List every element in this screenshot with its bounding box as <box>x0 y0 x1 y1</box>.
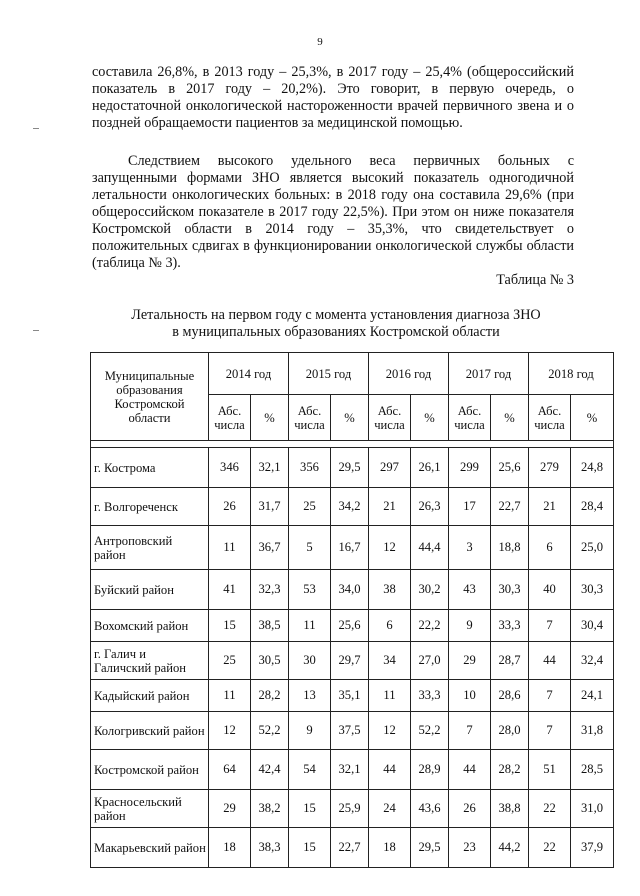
municipality-name: Антроповский район <box>91 526 209 570</box>
abs-value-cell: 11 <box>369 680 411 712</box>
abs-value-cell: 7 <box>529 610 571 642</box>
abs-value-cell: 11 <box>209 526 251 570</box>
table-row <box>91 488 614 526</box>
municipality-name: г. Кострома <box>91 448 209 488</box>
percent-value-cell: 37,5 <box>331 712 369 750</box>
abs-value-cell: 7 <box>529 712 571 750</box>
abs-value-cell: 9 <box>289 712 331 750</box>
abs-value-cell: 29 <box>449 642 491 680</box>
percent-value-cell: 18,8 <box>491 526 529 570</box>
abs-value-cell: 3 <box>449 526 491 570</box>
abs-value-cell: 22 <box>529 790 571 828</box>
abs-value-cell: 29 <box>209 790 251 828</box>
municipality-name: Макарьевский район <box>91 828 209 868</box>
abs-value-cell: 18 <box>369 828 411 868</box>
table-row <box>91 680 614 712</box>
percent-value-cell: 28,2 <box>491 750 529 790</box>
abs-value-cell: 25 <box>289 488 331 526</box>
margin-mark <box>33 128 39 129</box>
table-row <box>91 712 614 750</box>
percent-value-cell: 32,3 <box>251 570 289 610</box>
abs-value-cell: 11 <box>209 680 251 712</box>
abs-value-cell: 346 <box>209 448 251 488</box>
percent-value-cell: 28,5 <box>571 750 614 790</box>
percent-value-cell: 34,0 <box>331 570 369 610</box>
abs-value-cell: 7 <box>449 712 491 750</box>
abs-value-cell: 22 <box>529 828 571 868</box>
abs-value-cell: 43 <box>449 570 491 610</box>
table-caption <box>92 307 580 341</box>
abs-value-cell: 18 <box>209 828 251 868</box>
abs-value-cell: 30 <box>289 642 331 680</box>
table-caption-line-2: в муниципальных образованиях Костромской области <box>172 324 500 340</box>
percent-value-cell: 22,7 <box>491 488 529 526</box>
abs-value-cell: 38 <box>369 570 411 610</box>
table-row <box>91 642 614 680</box>
percent-value-cell: 27,0 <box>411 642 449 680</box>
percent-value-cell: 28,6 <box>491 680 529 712</box>
percent-value-cell: 38,3 <box>251 828 289 868</box>
table-row <box>91 570 614 610</box>
abs-value-cell: 44 <box>449 750 491 790</box>
percent-value-cell: 29,5 <box>411 828 449 868</box>
abs-value-cell: 24 <box>369 790 411 828</box>
abs-value-cell: 25 <box>209 642 251 680</box>
percent-value-cell: 44,4 <box>411 526 449 570</box>
percent-value-cell: 38,2 <box>251 790 289 828</box>
abs-value-cell: 44 <box>369 750 411 790</box>
subheader-percent: % <box>251 395 289 441</box>
table-spacer-row <box>91 441 614 448</box>
abs-value-cell: 15 <box>289 790 331 828</box>
municipality-name: Красносельский район <box>91 790 209 828</box>
municipality-name: Кадыйский район <box>91 680 209 712</box>
page-number: 9 <box>317 36 323 48</box>
percent-value-cell: 52,2 <box>251 712 289 750</box>
abs-value-cell: 53 <box>289 570 331 610</box>
percent-value-cell: 32,4 <box>571 642 614 680</box>
percent-value-cell: 22,7 <box>331 828 369 868</box>
percent-value-cell: 42,4 <box>251 750 289 790</box>
subheader-abs: Абс. числа <box>289 395 331 441</box>
percent-value-cell: 25,0 <box>571 526 614 570</box>
percent-value-cell: 32,1 <box>251 448 289 488</box>
table-row <box>91 790 614 828</box>
percent-value-cell: 25,6 <box>331 610 369 642</box>
percent-value-cell: 25,6 <box>491 448 529 488</box>
abs-value-cell: 12 <box>369 712 411 750</box>
percent-value-cell: 28,0 <box>491 712 529 750</box>
percent-value-cell: 16,7 <box>331 526 369 570</box>
abs-value-cell: 17 <box>449 488 491 526</box>
percent-value-cell: 26,3 <box>411 488 449 526</box>
abs-value-cell: 12 <box>369 526 411 570</box>
percent-value-cell: 37,9 <box>571 828 614 868</box>
subheader-percent: % <box>491 395 529 441</box>
table-row <box>91 610 614 642</box>
abs-value-cell: 26 <box>449 790 491 828</box>
abs-value-cell: 12 <box>209 712 251 750</box>
abs-value-cell: 23 <box>449 828 491 868</box>
percent-value-cell: 24,1 <box>571 680 614 712</box>
municipality-name: Вохомский район <box>91 610 209 642</box>
municipality-name: Костромской район <box>91 750 209 790</box>
column-header-year: 2018 год <box>529 353 614 395</box>
percent-value-cell: 30,4 <box>571 610 614 642</box>
percent-value-cell: 24,8 <box>571 448 614 488</box>
percent-value-cell: 29,7 <box>331 642 369 680</box>
municipality-name: Буйский район <box>91 570 209 610</box>
abs-value-cell: 356 <box>289 448 331 488</box>
abs-value-cell: 13 <box>289 680 331 712</box>
abs-value-cell: 11 <box>289 610 331 642</box>
abs-value-cell: 54 <box>289 750 331 790</box>
abs-value-cell: 64 <box>209 750 251 790</box>
table-row <box>91 448 614 488</box>
percent-value-cell: 28,4 <box>571 488 614 526</box>
abs-value-cell: 51 <box>529 750 571 790</box>
percent-value-cell: 30,3 <box>571 570 614 610</box>
percent-value-cell: 31,0 <box>571 790 614 828</box>
paragraph-2: Следствием высокого удельного веса первичных больных с запущенными формами ЗНО является высокий показатель одногодичной летальности онкологических больных: в 2018 году она составила 29,6% (при общероссийском показателе в 2017 году 22,5%). При этом он ниже показателя Костромской области в 2014 году – 35,3%, что свидетельствует о положительных сдвигах в функционировании онкологической службы области (таблица № 3). <box>92 153 574 271</box>
percent-value-cell: 34,2 <box>331 488 369 526</box>
abs-value-cell: 7 <box>529 680 571 712</box>
municipality-name: Кологривский район <box>91 712 209 750</box>
percent-value-cell: 44,2 <box>491 828 529 868</box>
lethality-table <box>90 352 614 868</box>
percent-value-cell: 31,8 <box>571 712 614 750</box>
table-caption-line-1: Летальность на первом году с момента установления диагноза ЗНО <box>131 307 541 323</box>
subheader-abs: Абс. числа <box>369 395 411 441</box>
margin-mark <box>33 330 39 331</box>
subheader-abs: Абс. числа <box>209 395 251 441</box>
abs-value-cell: 299 <box>449 448 491 488</box>
subheader-percent: % <box>331 395 369 441</box>
percent-value-cell: 26,1 <box>411 448 449 488</box>
percent-value-cell: 25,9 <box>331 790 369 828</box>
abs-value-cell: 26 <box>209 488 251 526</box>
abs-value-cell: 9 <box>449 610 491 642</box>
percent-value-cell: 43,6 <box>411 790 449 828</box>
percent-value-cell: 33,3 <box>491 610 529 642</box>
subheader-percent: % <box>571 395 614 441</box>
abs-value-cell: 279 <box>529 448 571 488</box>
abs-value-cell: 15 <box>289 828 331 868</box>
abs-value-cell: 5 <box>289 526 331 570</box>
column-header-year: 2017 год <box>449 353 529 395</box>
subheader-percent: % <box>411 395 449 441</box>
percent-value-cell: 28,7 <box>491 642 529 680</box>
percent-value-cell: 35,1 <box>331 680 369 712</box>
table-spacer-cell <box>91 441 614 448</box>
abs-value-cell: 6 <box>369 610 411 642</box>
column-header-year: 2014 год <box>209 353 289 395</box>
table-label: Таблица № 3 <box>496 272 574 288</box>
percent-value-cell: 22,2 <box>411 610 449 642</box>
percent-value-cell: 30,5 <box>251 642 289 680</box>
percent-value-cell: 33,3 <box>411 680 449 712</box>
percent-value-cell: 32,1 <box>331 750 369 790</box>
percent-value-cell: 52,2 <box>411 712 449 750</box>
subheader-abs: Абс. числа <box>449 395 491 441</box>
table-row <box>91 526 614 570</box>
percent-value-cell: 38,5 <box>251 610 289 642</box>
column-header-municipality: Муниципальные образования Костромской области <box>91 353 209 441</box>
percent-value-cell: 30,2 <box>411 570 449 610</box>
municipality-name: г. Галич и Галичский район <box>91 642 209 680</box>
table-row <box>91 828 614 868</box>
percent-value-cell: 36,7 <box>251 526 289 570</box>
percent-value-cell: 29,5 <box>331 448 369 488</box>
percent-value-cell: 30,3 <box>491 570 529 610</box>
abs-value-cell: 297 <box>369 448 411 488</box>
abs-value-cell: 40 <box>529 570 571 610</box>
column-header-year: 2016 год <box>369 353 449 395</box>
abs-value-cell: 41 <box>209 570 251 610</box>
abs-value-cell: 6 <box>529 526 571 570</box>
abs-value-cell: 10 <box>449 680 491 712</box>
abs-value-cell: 34 <box>369 642 411 680</box>
abs-value-cell: 21 <box>369 488 411 526</box>
abs-value-cell: 15 <box>209 610 251 642</box>
column-header-year: 2015 год <box>289 353 369 395</box>
abs-value-cell: 21 <box>529 488 571 526</box>
percent-value-cell: 28,9 <box>411 750 449 790</box>
percent-value-cell: 31,7 <box>251 488 289 526</box>
subheader-abs: Абс. числа <box>529 395 571 441</box>
percent-value-cell: 38,8 <box>491 790 529 828</box>
percent-value-cell: 28,2 <box>251 680 289 712</box>
municipality-name: г. Волгореченск <box>91 488 209 526</box>
abs-value-cell: 44 <box>529 642 571 680</box>
paragraph-1: составила 26,8%, в 2013 году – 25,3%, в 2017 году – 25,4% (общероссийский показатель в 2017 году – 20,2%). Это говорит, в первую очередь, о недостаточной онкологической настороженности врачей первичного звена и о поздней обращаемости пациентов за медицинской помощью. <box>92 64 574 131</box>
table-row <box>91 750 614 790</box>
